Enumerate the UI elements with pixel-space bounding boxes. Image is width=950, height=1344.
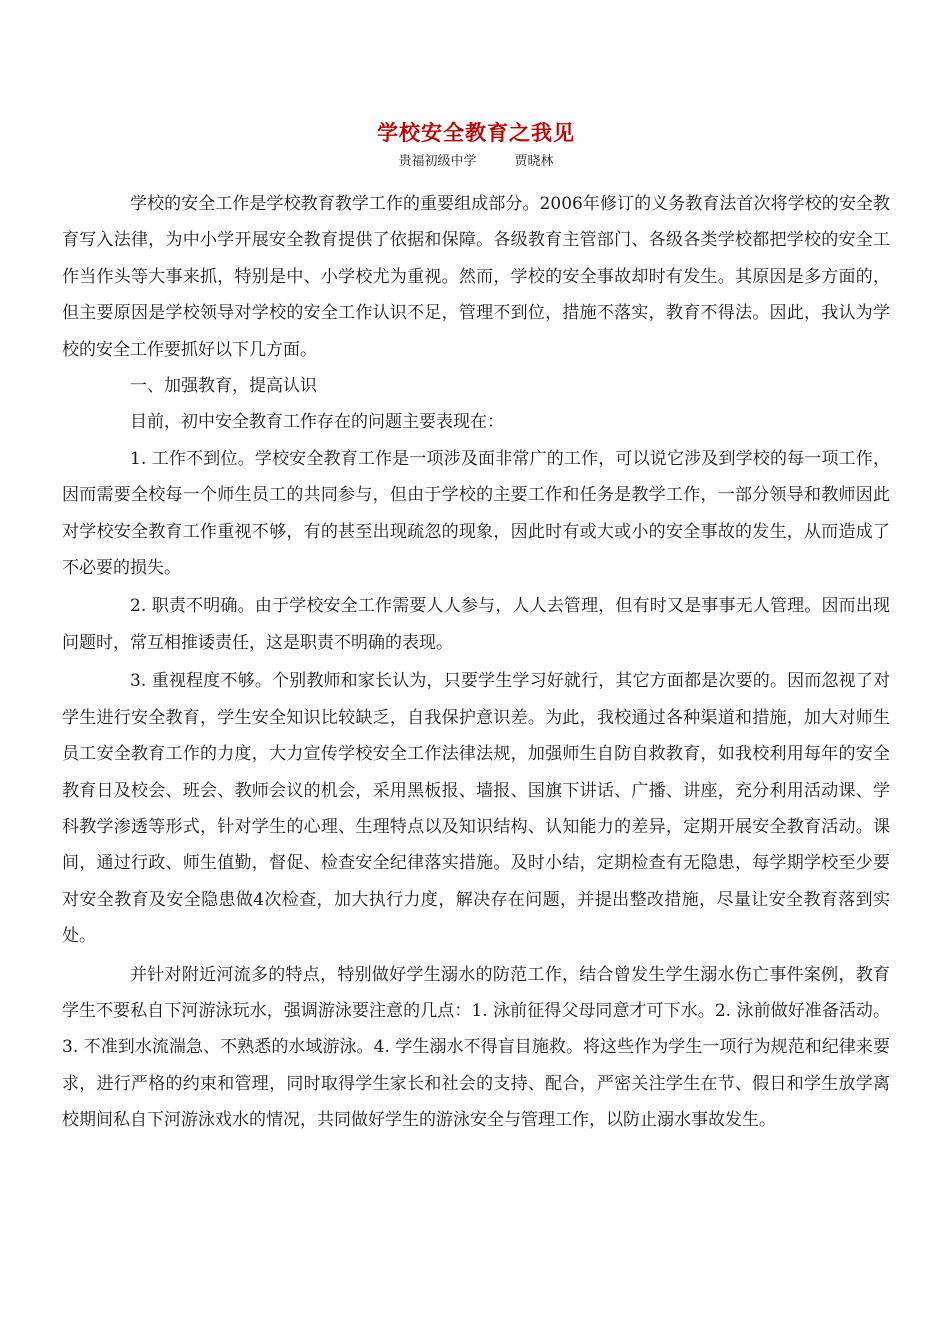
paragraph-point-3: 3. 重视程度不够。个别教师和家长认为，只要学生学习好就行，其它方面都是次要的。因而忽视了对学生进行安全教育，学生安全知识比较缺乏，自我保护意识差。为此，我校通过各种渠道和措施，加大对师生员工安全教育工作的力度，大力宣传学校安全工作法律法规，加强师生自防自救教育，如我校利用每年的安全教育日及校会、班会、教师会议的机会，采用黑板报、墙报、国旗下讲话、广播、讲座，充分利用活动课、学科教学渗透等形式，针对学生的心理、生理特点以及知识结构、认知能力的差异，定期开展安全教育活动。课间，通过行政、师生值勤，督促、检查安全纪律落实措施。及时小结，定期检查有无隐患，每学期学校至少要对安全教育及安全隐患做4次检查，加大执行力度，解决存在问题，并提出整改措施，尽量让安全教育落到实处。 bbox=[62, 671, 890, 947]
section-heading: 一、加强教育，提高认识 bbox=[130, 376, 317, 397]
author-name: 贾晓林 bbox=[514, 154, 554, 169]
paragraph-point-2: 2. 职责不明确。由于学校安全工作需要人人参与，人人去管理，但有时又是事事无人管理。因而出现问题时，常互相推诿责任，这是职责不明确的表现。 bbox=[62, 596, 890, 653]
paragraph-point-1: 1. 工作不到位。学校安全教育工作是一项涉及面非常广的工作，可以说它涉及到学校的每一项工作，因而需要全校每一个师生员工的共同参与，但由于学校的主要工作和任务是教学工作，一部分领导和教师因此对学校安全教育工作重视不够，有的甚至出现疏忽的现象，因此时有或大或小的安全事故的发生，从而造成了不必要的损失。 bbox=[62, 448, 890, 579]
document-title: 学校安全教育之我见 bbox=[377, 120, 575, 145]
paragraph-intro: 学校的安全工作是学校教育教学工作的重要组成部分。2006年修订的义务教育法首次将学校的安全教育写入法律，为中小学开展安全教育提供了依据和保障。各级教育主管部门、各级各类学校都把学校的安全工作当作头等大事来抓，特别是中、小学校尤为重视。然而，学校的安全事故却时有发生。其原因是多方面的，但主要原因是学校领导对学校的安全工作认识不足，管理不到位，措施不落实，教育不得法。因此，我认为学校的安全工作要抓好以下几方面。 bbox=[62, 194, 890, 360]
paragraph-drowning-prevention: 并针对附近河流多的特点，特别做好学生溺水的防范工作，结合曾发生学生溺水伤亡事件案例，教育学生不要私自下河游泳玩水，强调游泳要注意的几点：1. 泳前征得父母同意才可下水。2. 泳前做好准备活动。3. 不准到水流湍急、不熟悉的水域游泳。4. 学生溺水不得盲目施救。将这些作为学生一项行为规范和纪律来要求，进行严格的约束和管理，同时取得学生家长和社会的支持、配合，严密关注学生在节、假日和学生放学离校期间私自下河游泳戏水的情况，共同做好学生的游泳安全与管理工作，以防止溺水事故发生。 bbox=[62, 964, 890, 1131]
byline bbox=[62, 152, 890, 172]
paragraph-problems-intro: 目前，初中安全教育工作存在的问题主要表现在： bbox=[130, 412, 504, 433]
document-page bbox=[62, 118, 890, 1139]
school-name: 贵福初级中学 bbox=[398, 154, 477, 169]
